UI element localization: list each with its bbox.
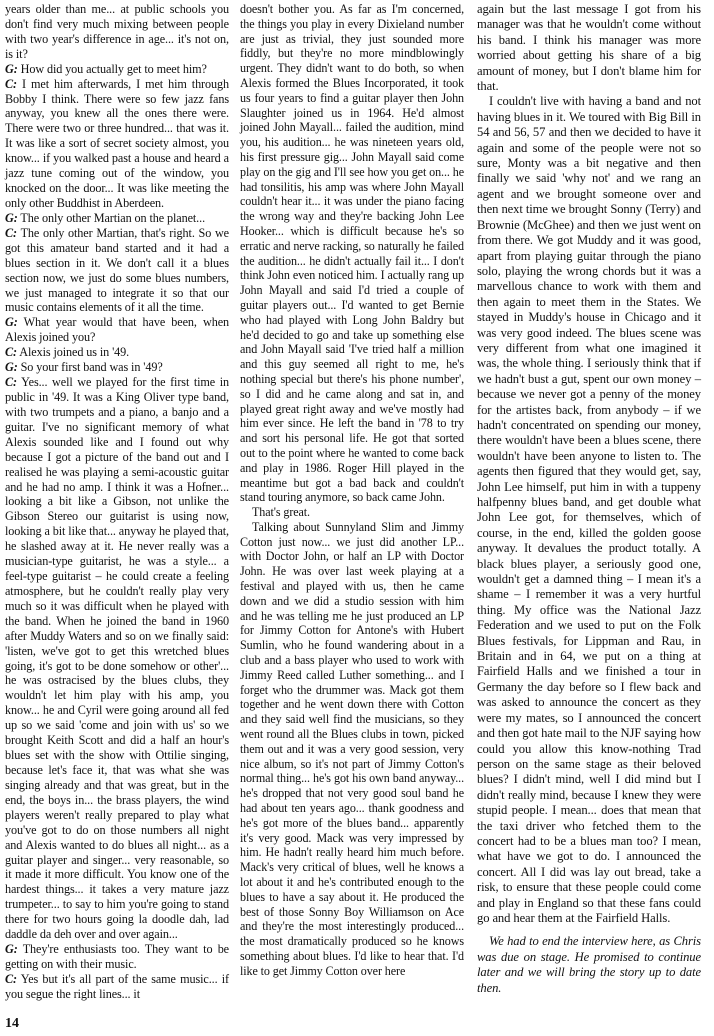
paragraph-text: years older than me... at public schools you don't find very much mixing between people with two year's difference in age... it's not on, is it? bbox=[5, 2, 229, 61]
speaker-label: C: bbox=[5, 225, 17, 240]
speaker-label: G: bbox=[5, 942, 18, 957]
paragraph-text: That's great. bbox=[252, 505, 310, 520]
speaker-label: G: bbox=[5, 315, 18, 330]
paragraph-text: Yes... well we played for the first time in public in '49. It was a King Oliver type band, with two trumpets and a piano, a banjo and a guitar. I've no significant memory of what Alexis sounded like and I found out why because I got a picture of the band out and I realised he was playing a semi-acoustic guitar and he had no amp. I think it was a Hofner... looking a bit like a Gibson, not unlike the Gibson Stereo our guitarist is using now, looking a bit like that... anyway he played that, he slashed away at it. He never really was a musician-type guitarist, he was a style... a feel-type guitarist – he could create a feeling atmosphere, but he couldn't really play very much so it was difficult when he played with the band. When he joined the band in 1960 after Muddy Waters and so on we finally said: 'listen, we've got to get this wretched blues going, it's got to be done somehow or other'... he was ostracised by the blues clubs, they wouldn't let him play with his amp, you know... he and Cyril were going around all fed up so we said 'come and join with us' so we brought Keith Scott and did a half an hour's blues set with the show with Ottilie singing, because let's face it, that was what she was singing already and that was great, but in the end, the boys in... the brass players, the wind players weren't really prepared to play what you've got to do on those numbers all night and Alexis wanted to do blues all night... as a guitar player and singer... very reasonable, so it made it more difficult. You know one of the hardest things... it takes a very mature jazz trumpeter... to say to him you're going to stand there for two hours going la doodle dah, lad daddle da deh over and over again... bbox=[5, 375, 229, 942]
paragraph-text: So your first band was in '49? bbox=[20, 360, 163, 375]
paragraph bbox=[477, 2, 701, 94]
paragraph bbox=[5, 211, 229, 226]
paragraph-text: Alexis joined us in '49. bbox=[19, 345, 130, 360]
paragraph bbox=[5, 360, 229, 375]
paragraph-text: How did you actually get to meet him? bbox=[20, 61, 207, 76]
text-column-2 bbox=[240, 2, 464, 979]
page-number: 14 bbox=[5, 1016, 19, 1031]
paragraph bbox=[5, 942, 229, 972]
speaker-label: C: bbox=[5, 375, 17, 390]
editor-note bbox=[477, 934, 701, 996]
paragraph bbox=[240, 505, 464, 520]
paragraph-text: The only other Martian on the planet... bbox=[20, 210, 206, 225]
paragraph bbox=[5, 2, 229, 62]
paragraph bbox=[5, 77, 229, 211]
speaker-label: G: bbox=[5, 210, 18, 225]
paragraph-text: doesn't bother you. As far as I'm concerned, the things you play in every Dixieland number are just as trivial, they just sounded more fiddly, but they're no more mindblowingly urgent. They didn't want to do both, so when Alexis formed the Blues Incorporated, it took us four years to find a guitar player then John Slaughter joined us in 1964. He'd almost joined John Mayall... failed the audition, mind you, his audition... he was nineteen years old, his first pressure gig... John Mayall said come play on the gig and I'll see how you get on... he had tonsilitis, his amp was where John Mayall couldn't hear it... it was under the piano facing the wrong way and they're backing John Lee Hooker... which is difficult because he's so erratic and nerve racking, so naturally he failed the audition... he didn't actually fail it... I don't think John even noticed him. I actually rang up John Mayall and said I'd tried a couple of guitar players out... I'd wanted to get Bernie who had played with Long John Baldry but he'd decided to go and take up something else and John Mayall said 'I've tried half a million and this guy seemed all right to me, he's nothing special but there's his phone number', so I did and he came along and sat in, and played great right away and we've mostly had him ever since. He left the band in '78 to try and sort his personal life. He got that sorted out to the point where he wanted to come back and play in 1986. Roger Hill played in the meantime but got a bad back and couldn't stand touring anymore, so back came John. bbox=[240, 2, 464, 505]
text-column-1 bbox=[5, 2, 229, 1002]
paragraph bbox=[5, 226, 229, 316]
speaker-label: C: bbox=[5, 345, 17, 360]
paragraph-text: I met him afterwards, I met him through Bobby I think. There were so few jazz fans anyway, you knew all the ones there were. There were two or three hundred... that was it. It was like a sort of secret society almost, you know... if you walked past a house and heard a jazz tune coming out of the window, you knocked on the door... It was like meeting the only other Buddhist in Aberdeen. bbox=[5, 76, 229, 210]
paragraph-text: I couldn't live with having a band and not having blues in it. We toured with Big Bill in 54 and 56, 57 and then we decided to have it again and some of the people were not so sure, Monty was a bit negative and then finally we said 'why not' and we rang an agent and we brought someone over and then next time we brought Sonny (Terry) and Brownie (McGhee) and then we just went on from there. We got Muddy and it was good, apart from playing guitar through the piano solo, playing the wrong chords but it was a marvellous chance to work with them and then again to meet them in the States. We stayed in Muddy's house in Chicago and it was very good indeed. The blues scene was very different from what one imagined it was, the whole thing. I seriously think that if we hadn't bust a gut, spent our own money – because we never got a penny of the money for the artistes back, from anybody – if we hadn't concentrated on spending our money, there wouldn't have been a blues scene, there wouldn't have been anyone to listen to. The agents then figured that they would get, say, John Lee himself, put him in with a tuppeny halfpenny blues band, and get double what John Lee got, for themselves, which of course, in the end, killed the golden goose anyway. It devalues the product totally. A black blues player, a seriously good one, wouldn't get a damned thing – I mean it's a shame – I remember it was a very hurtful thing. My office was the National Jazz Federation and we used to put on the Folk Blues festivals, for Lippman and Rau, in Britain and in 64, we put on a thing at Fairfield Halls and we finished a tour in Germany the day before so I flew back and was asked to announce the concert as they were my mates, so I announced the concert and then got hate mail to the NJF saying how could you allow this know-nothing Trad person on the same stage as their beloved blues? I didn't mind, well I did mind but I didn't really mind, because I knew they were stupid people. I mean... does that mean that the taxi driver who fetched them to the concert had to be a blues man too? I mean, what have we got to do. I announced the concert. All I did was lay out bread, take a risk, to ensure that these people could come and play in England so that these fans could go and hear them at the Fairfield Halls. bbox=[477, 94, 702, 925]
paragraph bbox=[5, 315, 229, 345]
paragraph bbox=[5, 375, 229, 942]
paragraph bbox=[5, 62, 229, 77]
paragraph-text: We had to end the interview here, as Chris was due on stage. He promised to continue later and we will bring the story up to date then. bbox=[477, 934, 701, 995]
paragraph-text: Yes but it's all part of the same music... if you segue the right lines... it bbox=[5, 971, 229, 1001]
paragraph bbox=[240, 520, 464, 979]
speaker-label: G: bbox=[5, 61, 18, 76]
paragraph-text: The only other Martian, that's right. So we got this amateur band started and it had a blues section in it. We don't call it a blues section now, we just do some blues numbers, we just managed to integrate it so that our music contains elements of it all the time. bbox=[5, 225, 229, 315]
paragraph bbox=[477, 94, 701, 926]
paragraph bbox=[240, 2, 464, 505]
paragraph-text: What year would that have been, when Alexis joined you? bbox=[5, 315, 229, 345]
paragraph-text: Talking about Sunnyland Slim and Jimmy Cotton just now... we just did another LP... with Doctor John, or half an LP with Doctor John. He was over last week playing at a festival and played with us, then he came down and we did a studio session with him and he was telling me he just produced an LP for Jimmy Cotton for Antone's with Hubert Sumlin, who he found wandering about in a club and a bass player who used to work with Jimmy Reed called Luther something... and I forget who the drummer was. Mack got them together and he went down there with Cotton and they said well find the musicians, so they went round all the Blues clubs in town, picked them out and it was a very good session, very nice album, so it's not part of Jimmy Cotton's normal thing... he's got his own band anyway... he's dropped that not very good soul band he had about ten years ago... thank goodness and he's got more of the blues band... apparently it's very good. Mack was very impressed by him. He hadn't really heard him much before. Mack's very critical of blues, well he knows a lot about it and he's contributed enough to the blues to have a say about it. He produced the best of those Sonny Boy Williamson on Ace and they're the most interestingly produced... the most dramatically produced so he knows something about blues. I'd like to hear that. I'd like to get Jimmy Cotton over here bbox=[240, 519, 464, 978]
paragraph-text: again but the last message I got from his manager was that he wouldn't come without his band. I think his manager was more worried about getting his share of a big amount of money, but I don't blame him for that. bbox=[477, 2, 701, 94]
paragraph bbox=[5, 345, 229, 360]
paragraph-text: They're enthusiasts too. They want to be getting on with their music. bbox=[5, 942, 229, 971]
paragraph bbox=[5, 972, 229, 1002]
speaker-label: C: bbox=[5, 76, 17, 91]
speaker-label: G: bbox=[5, 360, 18, 375]
speaker-label: C: bbox=[5, 971, 17, 986]
text-column-3 bbox=[477, 2, 701, 996]
